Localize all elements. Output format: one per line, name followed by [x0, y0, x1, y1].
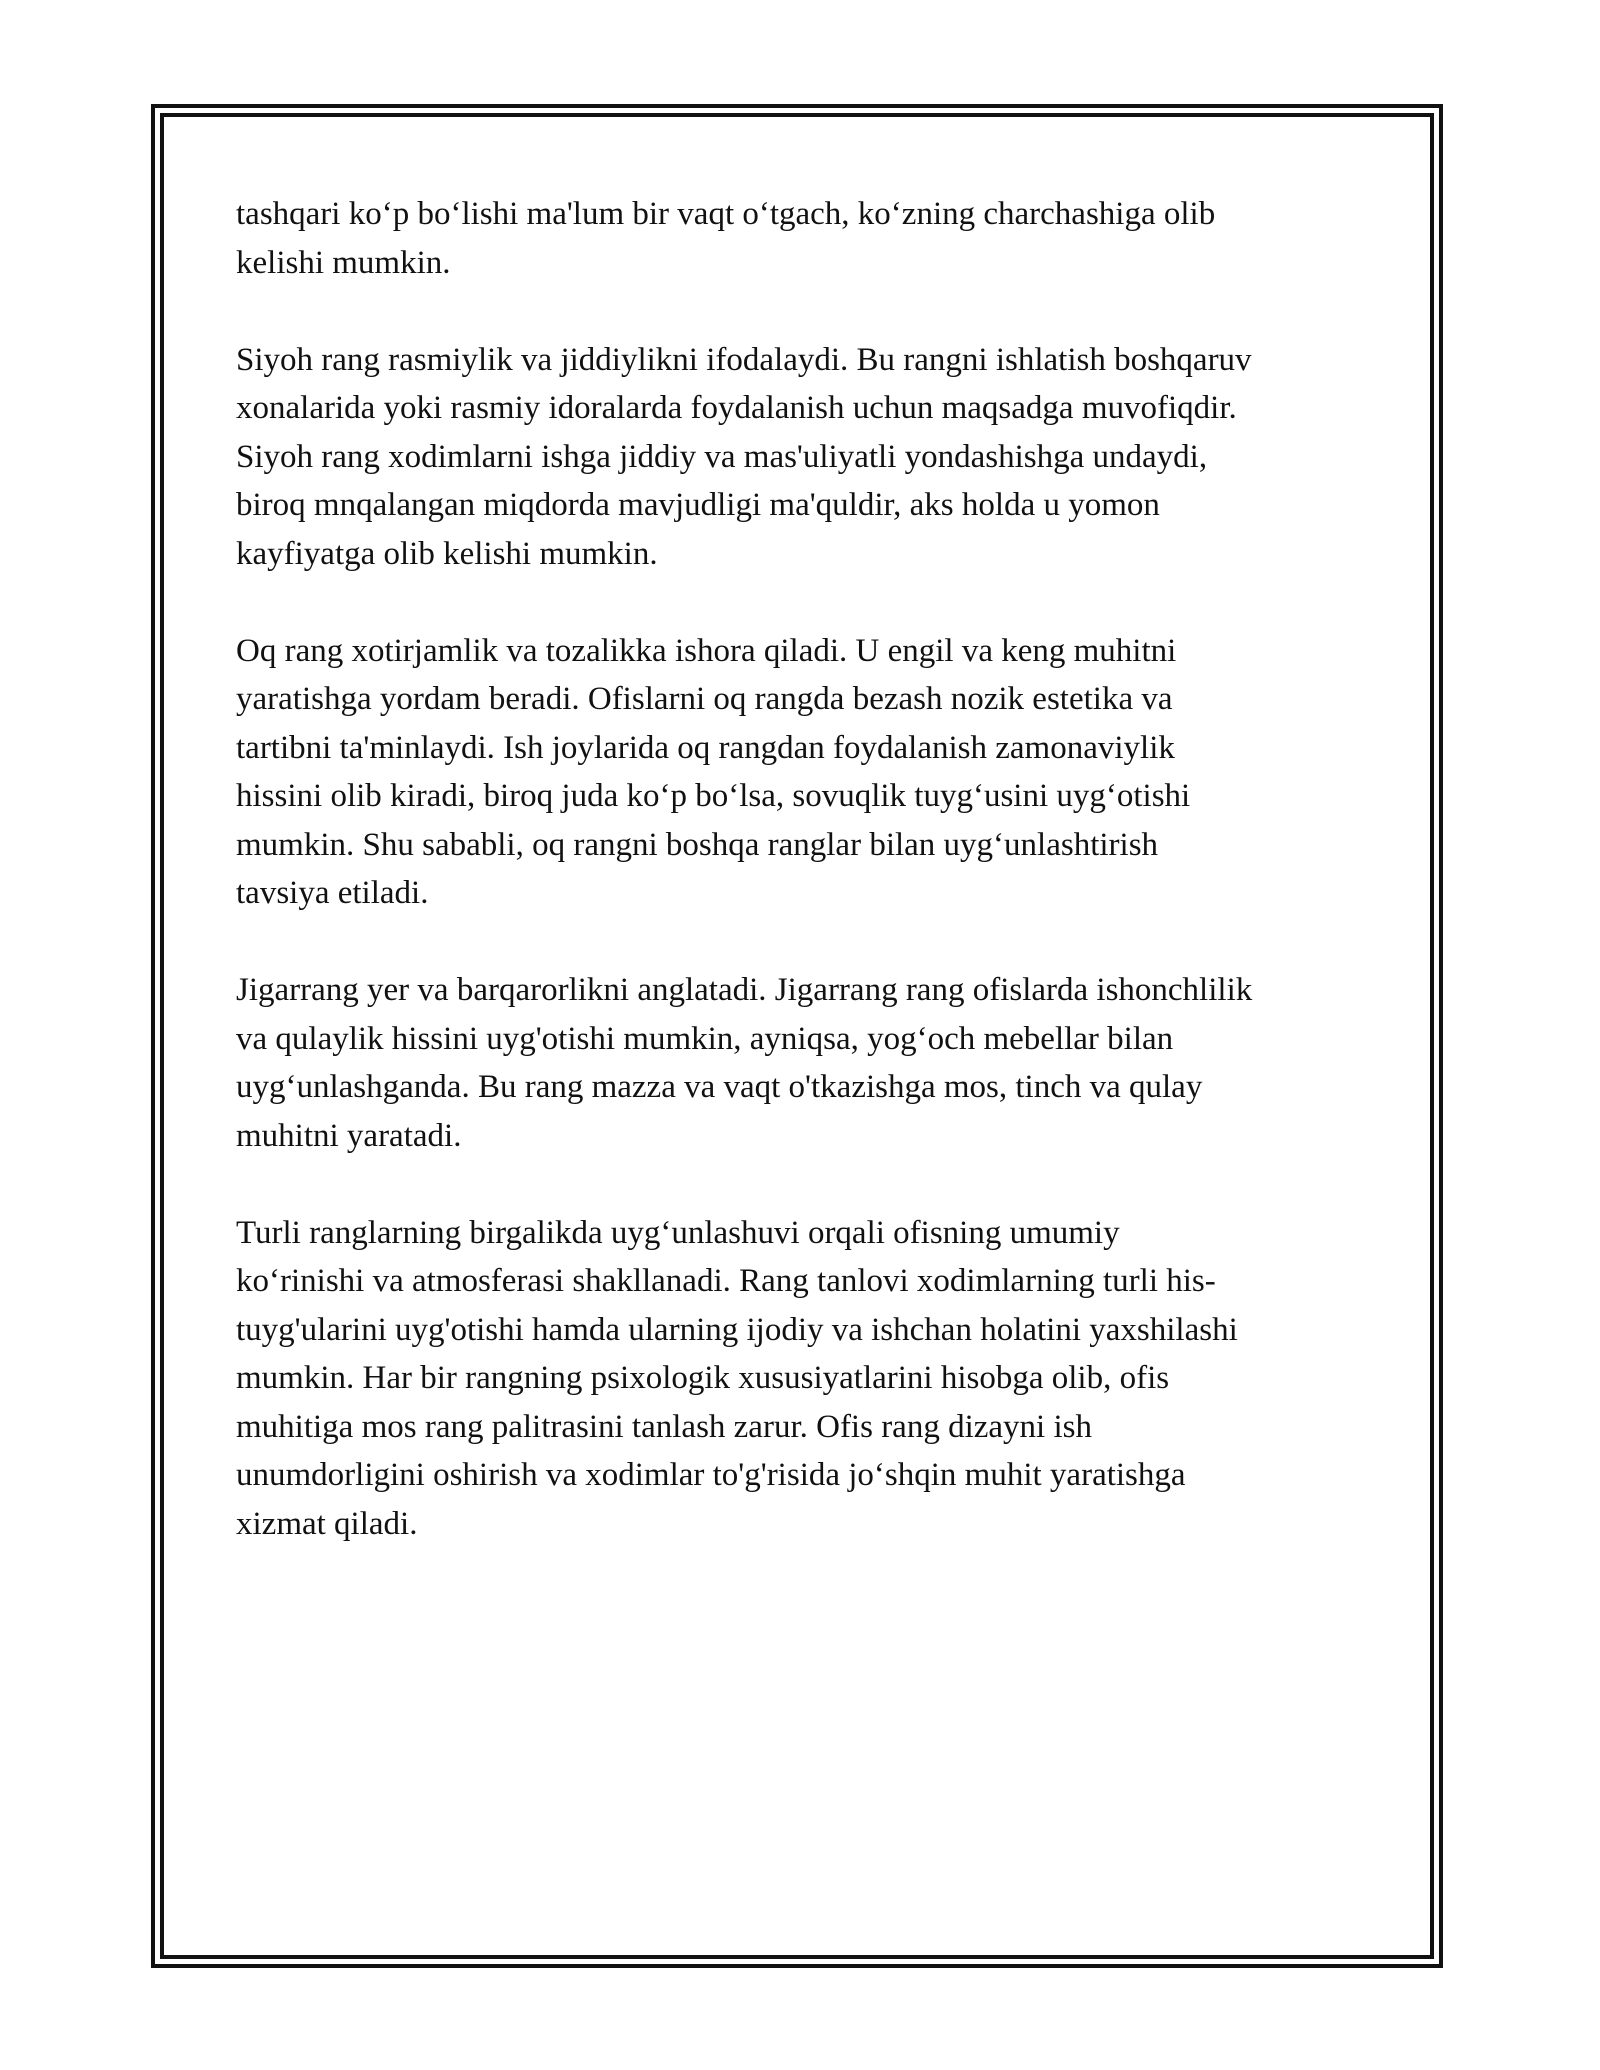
paragraph-eye-strain: tashqari ko‘p bo‘lishi ma'lum bir vaqt o‘tgach, ko‘zning charchashiga olib kelishi mumkin. [236, 196, 1216, 281]
paragraph-purple: Siyoh rang rasmiylik va jiddiylikni ifodalaydi. Bu rangni ishlatish boshqaruv xonalarida yoki rasmiy idoralarda foydalanish uchun maqsadga muvofiqdir. Siyoh rang xodimlarni ishga jiddiy va mas'uliyatli yondashishga undaydi, biroq mnqalangan miqdorda mavjudligi ma'quldir, aks holda u yomon kayfiyatga olib kelishi mumkin. [236, 341, 1252, 572]
paragraph-white: Oq rang xotirjamlik va tozalikka ishora qiladi. U engil va keng muhitni yaratishga yordam beradi. Ofislarni oq rangda bezash nozik estetika va tartibni ta'minlaydi. Ish joylarida oq rangdan foydalanish zamonaviylik hissini olib kiradi, biroq juda ko‘p bo‘lsa, sovuqlik tuyg‘usini uyg‘otishi mumkin. Shu sababli, oq rangni boshqa ranglar bilan uyg‘unlashtirish tavsiya etiladi. [236, 632, 1191, 911]
paragraph-brown: Jigarrang yer va barqarorlikni anglatadi. Jigarrang rang ofislarda ishonchlilik va qulaylik hissini uyg'otishi mumkin, ayniqsa, yog‘och mebellar bilan uyg‘unlashganda. Bu rang mazza va vaqt o'tkazishga mos, tinch va qulay muhitni yaratadi. [236, 972, 1253, 1154]
paragraph-combination: Turli ranglarning birgalikda uyg‘unlashuvi orqali ofisning umumiy ko‘rinishi va atmosferasi shakllanadi. Rang tanlovi xodimlarning turli his- tuyg'ularini uyg'otishi hamda ularning ijodiy va ishchan holatini yaxshilashi mumkin. Har bir rangning psixologik xususiyatlarini hisobga olib, ofis muhitiga mos rang palitrasini tanlash zarur. Ofis rang dizayni ish unumdorligini oshirish va xodimlar to'g'risida jo‘shqin muhit yaratishga xizmat qiladi. [236, 1214, 1238, 1542]
document-body [236, 190, 1376, 1597]
